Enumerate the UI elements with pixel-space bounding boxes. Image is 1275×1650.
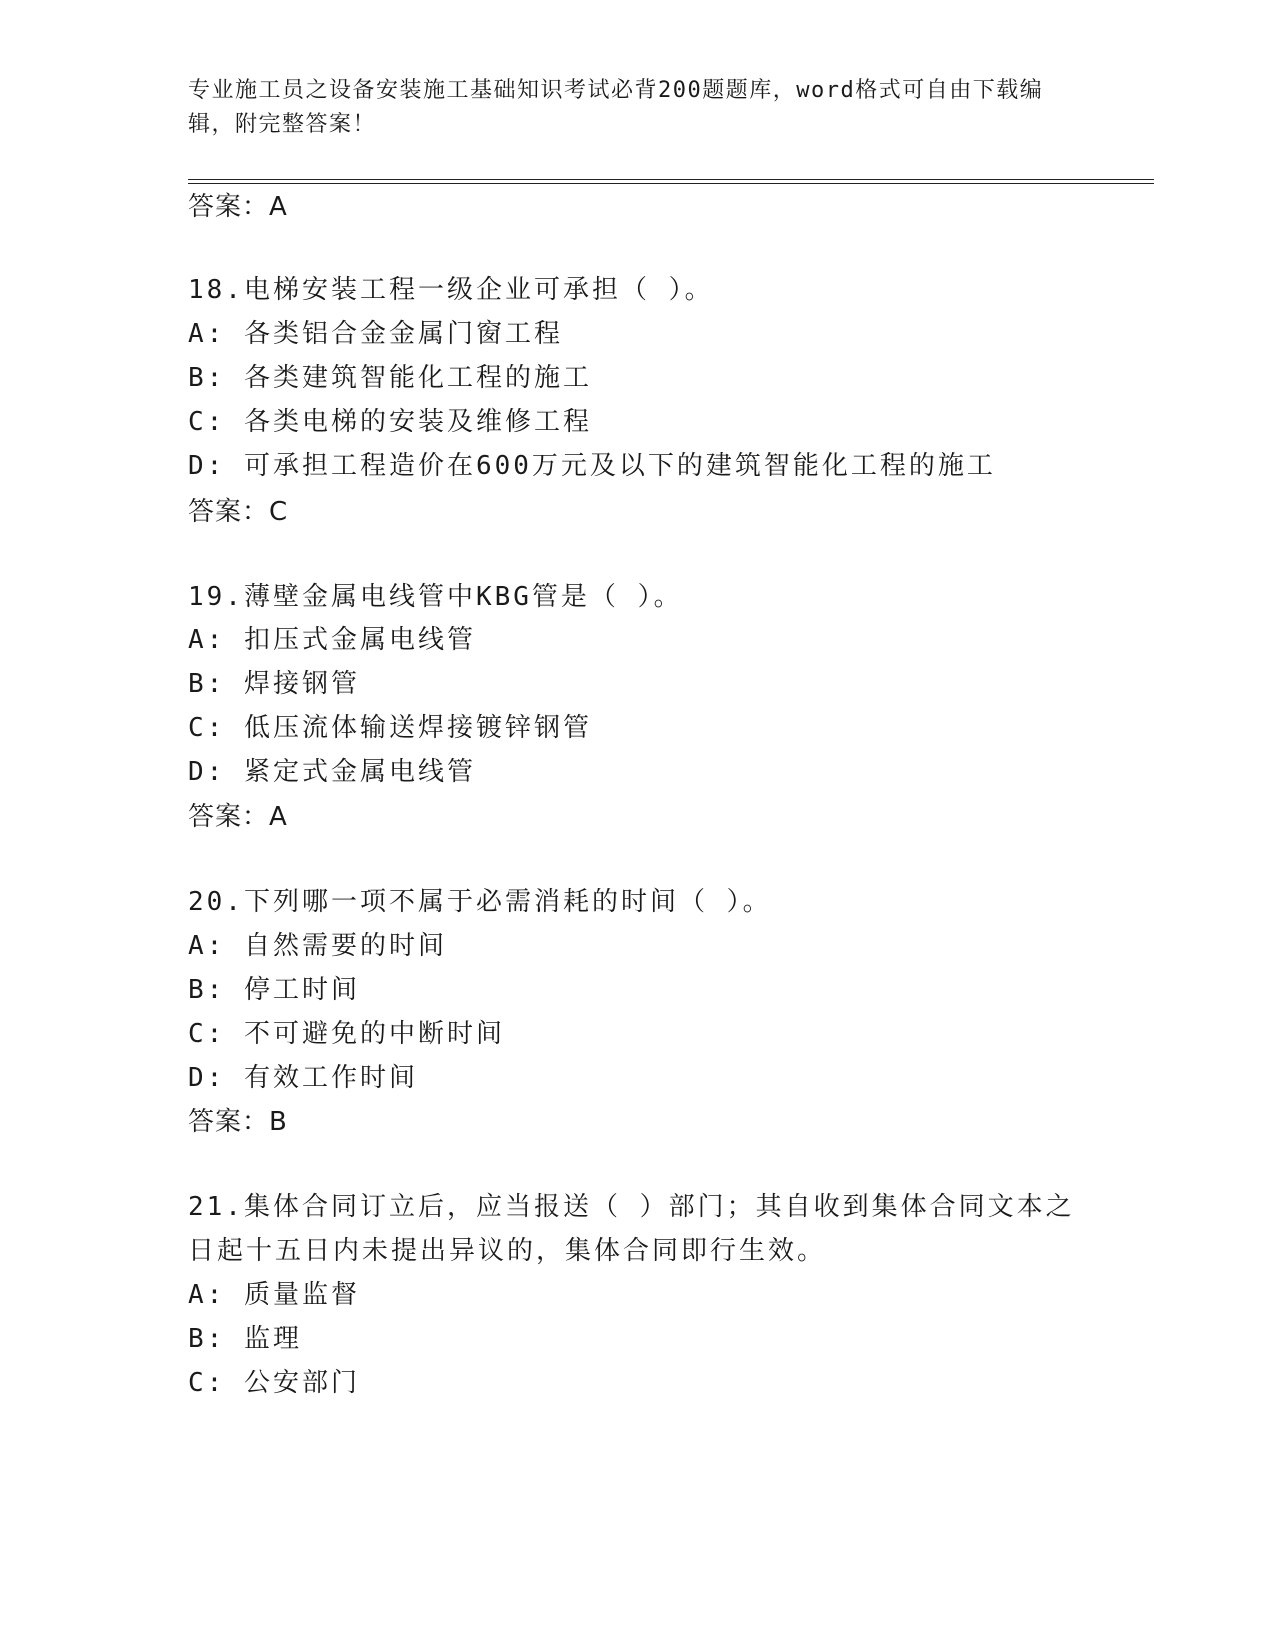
question-19-option-a: A: 扣压式金属电线管 [188,625,476,655]
question-18-stem: 18.电梯安装工程一级企业可承担（ ）。 [188,275,714,305]
question-19-option-b: B: 焊接钢管 [188,669,360,699]
question-18-option-c: C: 各类电梯的安装及维修工程 [188,407,592,437]
header-divider [188,179,1154,180]
question-21-stem: 21.集体合同订立后，应当报送（ ）部门；其自收到集体合同文本之 [188,1192,1075,1222]
question-18-option-a: A: 各类铝合金金属门窗工程 [188,319,563,349]
question-21-option-b: B: 监理 [188,1324,302,1354]
question-21-option-c: C: 公安部门 [188,1368,360,1398]
question-18-option-d: D: 可承担工程造价在600万元及以下的建筑智能化工程的施工 [188,451,996,481]
question-20-option-a: A: 自然需要的时间 [188,931,447,961]
question-21-stem-continued: 日起十五日内未提出异议的，集体合同即行生效。 [188,1236,827,1266]
question-19-stem: 19.薄壁金属电线管中KBG管是（ ）。 [188,582,683,612]
question-18-answer: 答案：C [188,497,289,527]
question-19-answer: 答案：A [188,802,288,832]
question-20-option-b: B: 停工时间 [188,975,360,1005]
previous-answer: 答案：A [188,192,288,222]
question-20-option-d: D: 有效工作时间 [188,1063,418,1093]
question-19-option-c: C: 低压流体输送焊接镀锌钢管 [188,713,592,743]
question-19-option-d: D: 紧定式金属电线管 [188,757,476,787]
document-header: 专业施工员之设备安装施工基础知识考试必背200题题库，word格式可自由下载编辑，附完整答案！ [188,78,1044,137]
header-divider-double [188,183,1154,184]
question-20-stem: 20.下列哪一项不属于必需消耗的时间（ ）。 [188,887,772,917]
question-18-option-b: B: 各类建筑智能化工程的施工 [188,363,592,393]
question-20-option-c: C: 不可避免的中断时间 [188,1019,505,1049]
question-21-option-a: A: 质量监督 [188,1280,360,1310]
question-20-answer: 答案：B [188,1107,288,1137]
